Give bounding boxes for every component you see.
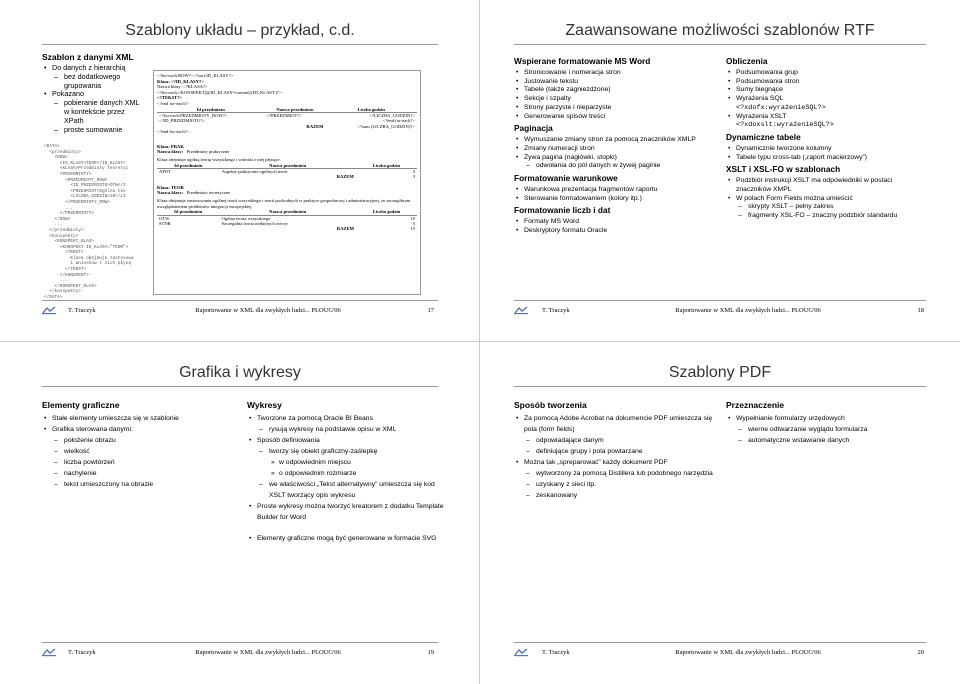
code-line: <KLASA>Przedmioty teoretyc bbox=[44, 166, 129, 172]
section-heading: Paginacja bbox=[514, 123, 553, 134]
list-item: • Sposób definiowania bbox=[247, 435, 447, 446]
klasa-label: Klasa: TEOR bbox=[157, 184, 184, 190]
table-cell: Ogólna teoria wszystkiego bbox=[221, 215, 271, 221]
slide-footer bbox=[0, 305, 480, 325]
list-item: – fragmenty XSL-FO – znaczny podzbiór standardu bbox=[726, 212, 926, 221]
slide-18 bbox=[480, 0, 960, 342]
author: T. Traczyk bbox=[542, 307, 570, 314]
list-item: – automatyczne wstawianie danych bbox=[726, 435, 926, 446]
rtf-template-document bbox=[153, 70, 421, 295]
code-line: <PRZEDMIOTY_ROW> bbox=[44, 177, 108, 183]
code-line: <KONSPEKT ID_KLASY="TEOR"> bbox=[44, 244, 129, 250]
code-line: </DATA> bbox=[44, 295, 63, 300]
list-item: • Do danych z hierarchią bbox=[42, 64, 146, 73]
list-item: • Sumy biegnące bbox=[726, 86, 926, 95]
table-cell: RAZEM bbox=[306, 123, 324, 129]
list-item: – odpowiadające danym bbox=[514, 435, 714, 446]
value: Przedmioty praktyczne bbox=[186, 149, 230, 155]
section-heading: Dynamiczne tabele bbox=[726, 131, 801, 142]
list-item: » w odpowiednim miejscu bbox=[247, 457, 447, 468]
list-item: • Tworzone za pomocą Oracle BI Beans bbox=[247, 413, 447, 424]
list-item: • Sterowanie formatowaniem (kolory itp.) bbox=[514, 195, 704, 204]
list-item: • Wyrażenia SQL bbox=[726, 95, 926, 104]
right-column bbox=[247, 398, 447, 544]
list-item: • Grafika sterowana danymi: bbox=[42, 424, 232, 435]
left-column bbox=[42, 398, 232, 490]
footer-divider bbox=[42, 300, 438, 301]
doc-line: Nazwa klasy: <?KLASA?> bbox=[157, 84, 208, 90]
table-cell: <?ID_PRZEDMIOTU?> bbox=[159, 118, 206, 124]
table-cell bbox=[157, 226, 219, 231]
code-line: i wniosków z nich płyną bbox=[44, 261, 131, 267]
list-item: – rysują wykresy na podstawie opisu w XML bbox=[247, 424, 447, 435]
klasa-label: Klasa: PRAK bbox=[157, 143, 184, 149]
list-item: • Stałe elementy umieszcza się w szablonie bbox=[42, 413, 232, 424]
bullet-list bbox=[514, 69, 704, 121]
slide-footer bbox=[480, 647, 960, 667]
list-item: • W polach Form Fields można umieścić bbox=[726, 195, 926, 204]
left-panel bbox=[42, 52, 146, 134]
bullet-list bbox=[514, 413, 714, 501]
list-item: – wielkość bbox=[42, 446, 232, 457]
code-line: <PRZEDMIOTY> bbox=[44, 171, 92, 177]
list-item: • Stronicowanie i numeracja stron bbox=[514, 69, 704, 78]
slide-footer bbox=[0, 647, 480, 667]
left-column bbox=[514, 54, 704, 236]
klasa-name-row bbox=[157, 190, 417, 196]
doc-line: <?end for-each?> bbox=[157, 100, 190, 106]
section-heading: Wspierane formatowanie MS Word bbox=[514, 56, 651, 66]
ploug-logo-icon bbox=[514, 648, 528, 657]
conference: Raportowanie w XML dla zwykłych ludzi... PLOUG'06 bbox=[675, 307, 821, 314]
code-line: </KONSPEKT_KLAS> bbox=[44, 283, 97, 289]
page-number: 18 bbox=[917, 307, 924, 314]
code-line: ... bbox=[44, 222, 63, 228]
bullet-list bbox=[726, 145, 926, 162]
list-item: • Strony parzyste i nieparzyste bbox=[514, 104, 704, 113]
table-cell: 15 bbox=[410, 226, 415, 232]
list-item: – wierne odtwarzanie wyglądu formularza bbox=[726, 424, 926, 435]
table-cell: <?LICZBA_GODZIN?> bbox=[369, 112, 415, 118]
list-item: <?xdofx:wyrażenieSQL?> bbox=[736, 103, 826, 112]
list-item: • Sekcje i szpalty bbox=[514, 95, 704, 104]
list-item: • Żywa pagina (nagłówki, stopki) bbox=[514, 154, 704, 163]
conference: Raportowanie w XML dla zwykłych ludzi... PLOUG'06 bbox=[195, 649, 341, 656]
list-item: • Wymuszanie zmiany stron za pomocą znaczników XMLP bbox=[514, 136, 704, 145]
list-item: – pobieranie danych XML w kontekście przez XPath bbox=[42, 99, 146, 125]
list-item: – uzyskany z sieci itp. bbox=[514, 479, 714, 490]
slide-20 bbox=[480, 342, 960, 684]
right-column bbox=[726, 54, 926, 221]
list-item: • Wyrażenia XSLT bbox=[726, 113, 926, 122]
list-item: – odwołania do pól danych w żywej paginie bbox=[514, 162, 704, 171]
code-line: </PRZEDMIOTY> bbox=[44, 211, 95, 217]
title-divider bbox=[42, 386, 438, 387]
klasa-description: Klasa obejmuje zastosowania ogólnej teorii wszystkiego i teorii pochodnych w praktyce gospodarczej i administracyjnej, ze szczególnym uwzględnieniem problemów integracji europejskiej. bbox=[157, 197, 411, 209]
list-item: – we właściwości „Tekst alternatywny” umieszcza się kod XSLT tworzący opis wykresu bbox=[247, 479, 447, 501]
code-line: <ROW> bbox=[44, 155, 68, 161]
list-item: • Tabele typu cross-tab („raport macierzowy”) bbox=[726, 154, 926, 163]
table-cell: RAZEM bbox=[336, 174, 354, 180]
col-header: Liczba godzin bbox=[326, 107, 418, 113]
list-item: • Zmiany numeracji stron bbox=[514, 145, 704, 154]
list-item: • Podsumowania grup bbox=[726, 69, 926, 78]
col-header: Liczba godzin bbox=[356, 163, 417, 169]
list-item: – definiujące grupy i pola powtarzane bbox=[514, 446, 714, 457]
title-divider bbox=[42, 44, 438, 45]
code-line: <przedmioty> bbox=[44, 149, 81, 155]
list-item: • Deskryptory formatu Oracle bbox=[514, 227, 704, 236]
section-heading: Elementy graficzne bbox=[42, 400, 120, 410]
col-header: Nazwa przedmiotu bbox=[220, 163, 356, 169]
label: Nazwa klasy: bbox=[157, 149, 184, 155]
col-header: Id przedmiotu bbox=[157, 163, 220, 169]
code-line: </konspekty> bbox=[44, 289, 81, 295]
list-item: – skrypty XSLT – pełny zakres bbox=[726, 203, 926, 212]
table-cell: 5 bbox=[412, 220, 415, 226]
value: Przedmioty teoretyczne bbox=[186, 190, 231, 196]
ploug-logo-icon bbox=[42, 648, 56, 657]
section-heading: Obliczenia bbox=[726, 56, 768, 66]
result-table bbox=[157, 209, 417, 232]
list-item: • Podsumowania stron bbox=[726, 78, 926, 87]
bullet-list bbox=[42, 64, 146, 134]
list-item: • Formaty MS Word bbox=[514, 218, 704, 227]
list-item: • Za pomocą Adobe Acrobat na dokumencie PDF umieszcza się pola (form fields) bbox=[514, 413, 714, 435]
list-item: <?xdoxslt:wyrażenieSQL?> bbox=[736, 121, 834, 130]
list-item: • Podzbiór instrukcji XSLT ma odpowiedniki w postaci znaczników XMPL bbox=[726, 177, 926, 194]
table-cell: <?PRZEDMIOT?> bbox=[266, 112, 302, 118]
conference: Raportowanie w XML dla zwykłych ludzi... PLOUG'06 bbox=[195, 307, 341, 314]
page-number: 17 bbox=[427, 307, 434, 314]
conference: Raportowanie w XML dla zwykłych ludzi... PLOUG'06 bbox=[675, 649, 821, 656]
slide-title: Zaawansowane możliwości szablonów RTF bbox=[565, 22, 875, 39]
col-header: Nazwa przedmiotu bbox=[264, 107, 325, 113]
bullet-list bbox=[247, 533, 447, 544]
doc-line: <?end for-each?> bbox=[157, 129, 190, 135]
col-header: Id przedmiotu bbox=[157, 209, 219, 215]
table-cell: 10 bbox=[410, 215, 415, 221]
slide-separator bbox=[479, 0, 480, 684]
ploug-logo-icon bbox=[42, 306, 56, 315]
doc-line: <?TEKST?> bbox=[157, 95, 183, 101]
bullet-list bbox=[514, 218, 704, 235]
code-line: ... bbox=[44, 278, 68, 284]
list-item: • Justowanie tekstu bbox=[514, 78, 704, 87]
table-cell: <?for-each:PRZEDMIOTY_ROW?> bbox=[159, 112, 228, 118]
section-heading: Przeznaczenie bbox=[726, 400, 785, 410]
klasa-description: Klasa obejmuje ogólną teorię wszystkiego i wnioski z niej płynące. bbox=[157, 156, 281, 162]
result-table bbox=[157, 163, 417, 180]
table-cell: 3 bbox=[412, 168, 415, 174]
doc-line: <?for-each:ROW?><?sort:ID_KLASY?> bbox=[157, 73, 234, 78]
list-item: – tekst umieszczony na obrazie bbox=[42, 479, 232, 490]
list-item: • Dynamicznie tworzone kolumny bbox=[726, 145, 926, 154]
bullet-list bbox=[726, 69, 926, 130]
list-item: – liczba powtórzeń bbox=[42, 457, 232, 468]
list-item: – bez dodatkowego grupowania bbox=[42, 73, 146, 91]
doc-line: <?for-each://KONSPEKT[@ID_KLASY=current()/ID_KLASY]?> bbox=[157, 89, 282, 95]
code-line: </KONSPEKT> bbox=[44, 272, 89, 278]
page-number: 20 bbox=[917, 649, 924, 656]
code-line: <PRZEDMIOT>Ogólna teo bbox=[44, 188, 126, 194]
code-line: <LICZBA_GODZIN>10</LI bbox=[44, 194, 126, 200]
list-item: • Generowanie spisów treści bbox=[514, 113, 704, 122]
author: T. Traczyk bbox=[68, 307, 96, 314]
section-heading: Formatowanie warunkowe bbox=[514, 173, 618, 184]
slide-title: Grafika i wykresy bbox=[179, 364, 301, 381]
list-item: • Wypełnianie formularzy urzędowych bbox=[726, 413, 926, 424]
section-heading: Wykresy bbox=[247, 400, 282, 410]
doc-line: Klasa: <?ID_KLASY?> bbox=[157, 78, 204, 84]
slide-title: Szablony układu – przykład, c.d. bbox=[125, 22, 355, 39]
table-cell: APOT bbox=[159, 168, 171, 174]
table-cell: STNR bbox=[159, 220, 171, 226]
bullet-list bbox=[42, 413, 232, 490]
footer-divider bbox=[514, 642, 926, 643]
col-header: Id przedmiotu bbox=[157, 107, 264, 113]
author: T. Traczyk bbox=[542, 649, 570, 656]
list-item: – tworzy się obiekt graficzny-zaślepkę bbox=[247, 446, 447, 457]
code-line: <konspekty> bbox=[44, 233, 79, 239]
code-line: Klasa obejmuje zastosowa bbox=[44, 255, 134, 261]
list-item: • Tabele (także zagnieżdżone) bbox=[514, 86, 704, 95]
code-line: <ID_PRZEDMIOTU>OTW</I bbox=[44, 183, 126, 189]
footer-divider bbox=[42, 642, 438, 643]
table-cell: 3 bbox=[412, 174, 415, 180]
list-item: • Można tak „sprepar​ować” każdy dokument PDF bbox=[514, 457, 714, 468]
table-cell: <?sum (LICZBA_GODZIN)?> bbox=[357, 123, 415, 129]
title-divider bbox=[514, 44, 926, 45]
code-line: <ID_KLASY>TEOR</ID_KLASY> bbox=[44, 160, 126, 166]
bullet-list bbox=[726, 413, 926, 446]
code-line: ... bbox=[44, 205, 73, 211]
title-divider bbox=[514, 386, 926, 387]
list-item: » o odpowiednim rozmiarze bbox=[247, 468, 447, 479]
col-header: Liczba godzin bbox=[356, 209, 417, 215]
col-header: Nazwa przedmiotu bbox=[219, 209, 356, 215]
author: T. Traczyk bbox=[68, 649, 96, 656]
section-heading: Formatowanie liczb i dat bbox=[514, 205, 611, 216]
list-item: – zeskanowany bbox=[514, 490, 714, 501]
slide-title: Szablony PDF bbox=[668, 364, 772, 381]
code-line: </PRZEDMIOTY_ROW> bbox=[44, 199, 110, 205]
list-item: – proste sumowanie bbox=[42, 126, 146, 135]
bullet-list bbox=[247, 413, 447, 523]
left-column bbox=[514, 398, 714, 501]
slide-17 bbox=[0, 0, 480, 342]
klasa-name-row bbox=[157, 149, 417, 155]
table-cell: OTW bbox=[159, 215, 170, 221]
code-line: </przedmioty> bbox=[44, 227, 84, 233]
bullet-list bbox=[726, 177, 926, 221]
table-cell: RAZEM bbox=[336, 226, 355, 232]
list-item: – wytworzony za pomocą Distillera lub podobnego narzędzia bbox=[514, 468, 714, 479]
ploug-logo-icon bbox=[514, 306, 528, 315]
table-cell: Szczególna teoria niektórych rzeczy bbox=[221, 220, 288, 226]
bullet-list bbox=[514, 186, 704, 203]
code-line: </ROW> bbox=[44, 216, 71, 222]
code-line: <KONSPEKT_KLAS> bbox=[44, 239, 95, 245]
table-cell: Aspekty praktyczne ogólnych teorii bbox=[221, 168, 288, 174]
template-table bbox=[157, 107, 417, 130]
slide-footer bbox=[480, 305, 960, 325]
code-line: <DATA> bbox=[44, 144, 60, 149]
table-row bbox=[157, 226, 417, 231]
table-cell: <?end for-each?> bbox=[382, 118, 415, 124]
section-heading: Sposób tworzenia bbox=[514, 400, 587, 410]
bullet-list bbox=[514, 136, 704, 171]
code-line: <TEKST> bbox=[44, 250, 84, 256]
slide-separator bbox=[0, 341, 960, 342]
xml-code-sample bbox=[44, 144, 154, 300]
list-item: • Pokazano bbox=[42, 90, 146, 99]
label: Nazwa klasy: bbox=[157, 190, 184, 196]
list-item: • Elementy graficzne mogą być generowane w formacie SVG bbox=[247, 533, 447, 544]
right-column bbox=[726, 398, 926, 446]
list-item: • Proste wykresy można tworzyć kreatorem z dodatku Template Builder for Word bbox=[247, 501, 447, 523]
list-item: – nachylenie bbox=[42, 468, 232, 479]
list-item: • Warunkowa prezentacja fragmentów raportu bbox=[514, 186, 704, 195]
section-heading: XSLT i XSL-FO w szablonach bbox=[726, 164, 841, 175]
code-line: </TEKST> bbox=[44, 267, 87, 273]
slide-19 bbox=[0, 342, 480, 684]
footer-divider bbox=[514, 300, 926, 301]
list-item: – położenie obrazu bbox=[42, 435, 232, 446]
page-number: 19 bbox=[427, 649, 434, 656]
section-heading: Szablon z danymi XML bbox=[42, 52, 134, 62]
